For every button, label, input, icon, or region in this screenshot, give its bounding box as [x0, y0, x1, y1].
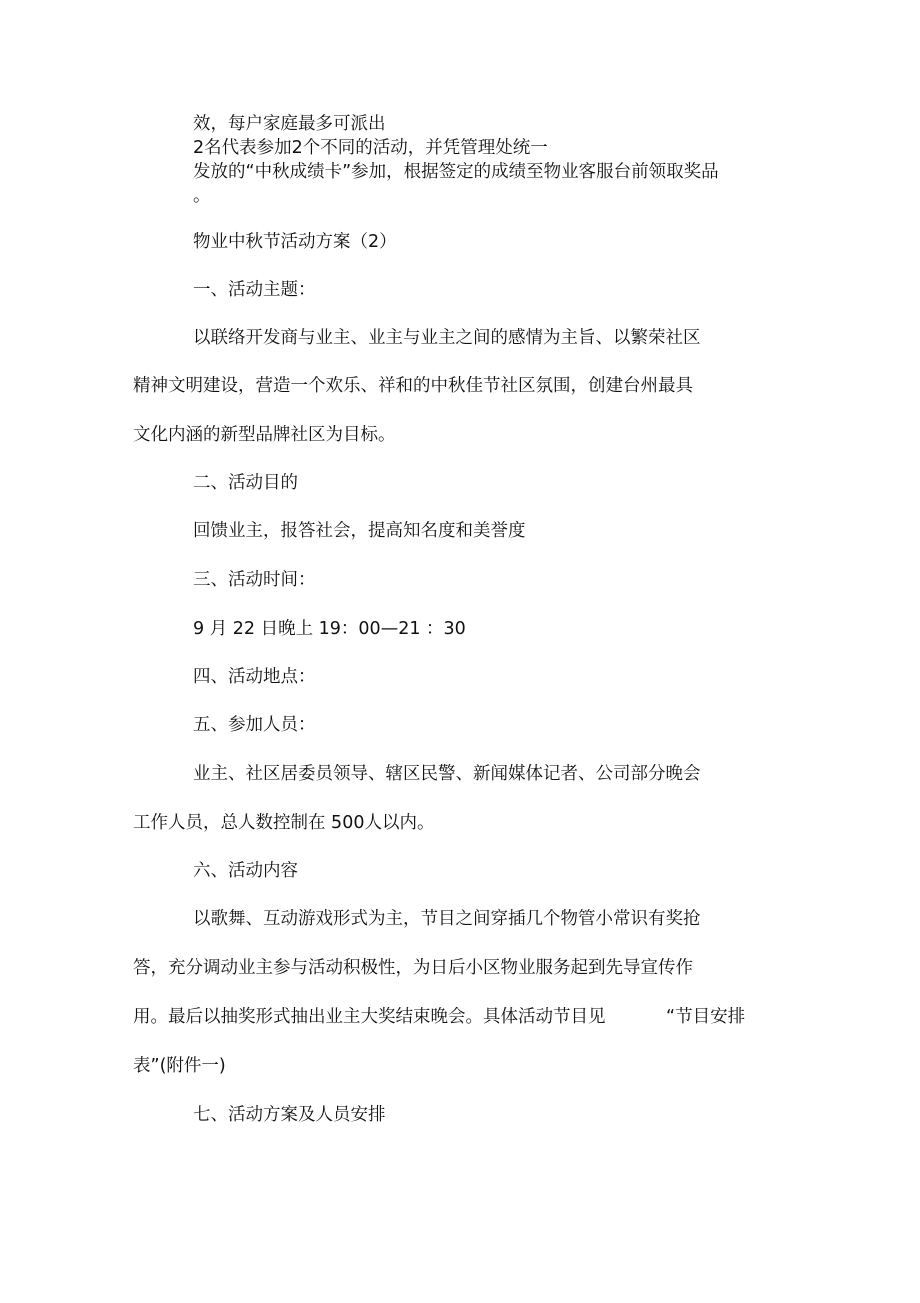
place-heading: 四、活动地点： — [193, 667, 316, 687]
participants-line-2: 工作人员，总人数控制在 500人以内。 — [133, 813, 435, 833]
purpose-heading: 二、活动目的 — [193, 473, 298, 493]
participants-heading: 五、参加人员： — [193, 715, 316, 735]
time-text: 9 月 22 日晚上 19：00—21 ：30 — [193, 619, 466, 639]
participants-line-1: 业主、社区居委员领导、辖区民警、新闻媒体记者、公司部分晚会 — [193, 764, 701, 784]
content-line-3-tail: “节目安排 — [666, 1007, 746, 1027]
content-line-3: 用。最后以抽奖形式抽出业主大奖结束晚会。具体活动节目见 — [133, 1007, 606, 1027]
intro-line-3: 发放的“中秋成绩卡”参加，根据签定的成绩至物业客服台前领取奖品 — [193, 162, 719, 182]
intro-line-4: 。 — [193, 186, 211, 206]
time-heading: 三、活动时间： — [193, 570, 316, 590]
theme-line-1: 以联络开发商与业主、业主与业主之间的感情为主旨、以繁荣社区 — [193, 328, 701, 348]
intro-line-1: 效，每户家庭最多可派出 — [193, 114, 386, 134]
theme-heading: 一、活动主题： — [193, 280, 316, 300]
intro-line-2: 2名代表参加2个不同的活动，并凭管理处统一 — [193, 138, 548, 158]
plan-heading: 七、活动方案及人员安排 — [193, 1105, 386, 1125]
section-title: 物业中秋节活动方案（2） — [193, 232, 397, 252]
content-line-2: 答，充分调动业主参与活动积极性，为日后小区物业服务起到先导宣传作 — [133, 958, 693, 978]
theme-line-3: 文化内涵的新型品牌社区为目标。 — [133, 425, 396, 445]
content-line-4: 表”(附件一) — [133, 1056, 226, 1076]
theme-line-2: 精神文明建设，营造一个欢乐、祥和的中秋佳节社区氛围，创建台州最具 — [133, 376, 693, 396]
purpose-text: 回馈业主，报答社会，提高知名度和美誉度 — [193, 521, 526, 541]
content-heading: 六、活动内容 — [193, 861, 298, 881]
content-line-1: 以歌舞、互动游戏形式为主，节目之间穿插几个物管小常识有奖抢 — [193, 909, 701, 929]
